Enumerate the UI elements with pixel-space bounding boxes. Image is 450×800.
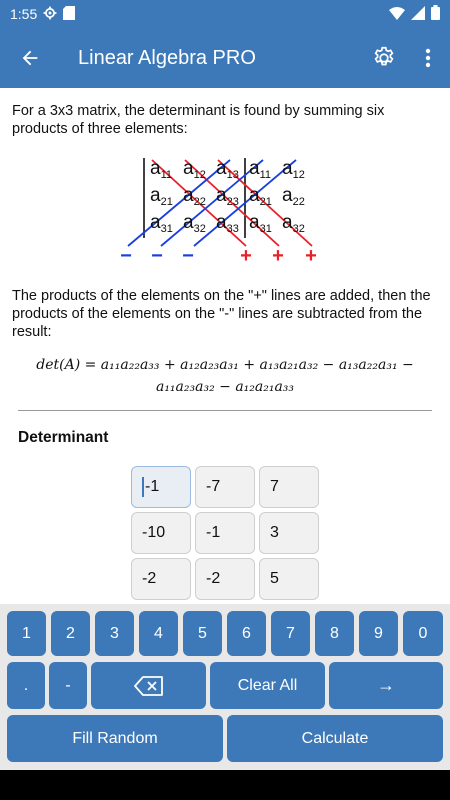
matrix-input-grid xyxy=(131,466,321,600)
fill-random-button[interactable]: Fill Random xyxy=(7,715,223,762)
content[interactable] xyxy=(0,88,450,600)
matrix-cell-1-3[interactable] xyxy=(259,466,319,508)
matrix-entry-32: $a_{32}$ xyxy=(282,212,305,235)
status-time: 1:55 xyxy=(10,6,38,22)
matrix-cell-1-2[interactable] xyxy=(195,466,255,508)
matrix-entry-23: $a_{23}$ xyxy=(216,185,239,208)
page-title: Linear Algebra PRO xyxy=(78,46,256,69)
text-caret xyxy=(142,477,144,497)
matrix-cell-value: 7 xyxy=(270,478,279,495)
signal-icon xyxy=(411,6,425,23)
matrix-entry-11: $a_{11}$ xyxy=(150,158,172,181)
key-minus[interactable]: - xyxy=(49,662,87,709)
matrix-entry-11: $a_{11}$ xyxy=(249,158,271,181)
matrix-entry-21: $a_{21}$ xyxy=(249,185,272,208)
matrix-cell-3-3[interactable] xyxy=(259,558,319,600)
matrix-entry-12: $a_{12}$ xyxy=(183,158,206,181)
matrix-cell-value: -10 xyxy=(142,524,166,541)
system-navigation-bar xyxy=(0,770,450,800)
matrix-cell-2-3[interactable] xyxy=(259,512,319,554)
minus-sign: − xyxy=(182,245,194,266)
minus-diagonal-line xyxy=(161,160,263,246)
key-0[interactable]: 0 xyxy=(403,611,443,656)
matrix-entry-13: $a_{13}$ xyxy=(216,158,239,181)
formula-line-1: det(A) = a₁₁a₂₂a₃₃ + a₁₂a₂₃a₃₁ + a₁₃a₂₁a₃₂ − a₁₃a₂₂a₃₁ − xyxy=(36,357,414,373)
battery-icon xyxy=(431,5,440,23)
next-button[interactable]: → xyxy=(329,662,443,709)
determinant-formula xyxy=(12,354,438,398)
matrix-cell-2-2[interactable] xyxy=(195,512,255,554)
minus-sign: − xyxy=(120,245,132,266)
key-8[interactable]: 8 xyxy=(315,611,354,656)
matrix-cell-1-1[interactable] xyxy=(131,466,191,508)
matrix-cell-2-1[interactable] xyxy=(131,512,191,554)
clear-all-button[interactable]: Clear All xyxy=(210,662,325,709)
matrix-entry-21: $a_{21}$ xyxy=(150,185,173,208)
back-button[interactable] xyxy=(0,28,60,88)
overflow-menu-button[interactable] xyxy=(406,28,450,88)
sarrus-rule-diagram xyxy=(110,154,330,266)
key-6[interactable]: 6 xyxy=(227,611,266,656)
matrix-entry-12: $a_{12}$ xyxy=(282,158,305,181)
calculate-button[interactable]: Calculate xyxy=(227,715,443,762)
matrix-cell-value: 3 xyxy=(270,524,279,541)
wifi-icon xyxy=(389,6,405,23)
matrix-cell-value: -2 xyxy=(142,570,157,587)
matrix-cell-value: -1 xyxy=(145,478,160,495)
status-bar xyxy=(0,0,450,28)
plus-sign: + xyxy=(240,245,252,266)
backspace-icon xyxy=(134,676,164,696)
gear-icon xyxy=(371,45,397,71)
matrix-cell-3-1[interactable] xyxy=(131,558,191,600)
matrix-cell-value: -2 xyxy=(206,570,221,587)
matrix-entry-22: $a_{22}$ xyxy=(282,185,305,208)
plus-sign: + xyxy=(272,245,284,266)
matrix-cell-value: 5 xyxy=(270,570,279,587)
key-2[interactable]: 2 xyxy=(51,611,90,656)
matrix-cell-value: -7 xyxy=(206,478,221,495)
divider xyxy=(18,410,432,411)
more-vert-icon xyxy=(425,48,431,68)
matrix-entry-32: $a_{32}$ xyxy=(183,212,206,235)
intro-text: For a 3x3 matrix, the determinant is found by summing six products of three elements: xyxy=(12,103,385,137)
key-1[interactable]: 1 xyxy=(7,611,46,656)
app-bar xyxy=(0,28,450,88)
key-4[interactable]: 4 xyxy=(139,611,178,656)
backspace-button[interactable] xyxy=(91,662,206,709)
numeric-keypad xyxy=(0,604,450,770)
formula-line-2: a₁₁a₂₃a₃₂ − a₁₂a₂₁a₃₃ xyxy=(155,379,295,395)
explain-text: The products of the elements on the "+" lines are added, then the products of the elements on the "-" lines are subtracted from the result: xyxy=(12,288,431,340)
minus-sign: − xyxy=(151,245,163,266)
plus-sign: + xyxy=(305,245,317,266)
matrix-cell-value: -1 xyxy=(206,524,221,541)
matrix-entry-31: $a_{31}$ xyxy=(249,212,272,235)
matrix-entry-33: $a_{33}$ xyxy=(216,212,239,235)
key-3[interactable]: 3 xyxy=(95,611,134,656)
section-title: Determinant xyxy=(18,429,109,446)
key-7[interactable]: 7 xyxy=(271,611,310,656)
matrix-entry-22: $a_{22}$ xyxy=(183,185,206,208)
matrix-cell-3-2[interactable] xyxy=(195,558,255,600)
key-dot[interactable]: . xyxy=(7,662,45,709)
sd-card-icon xyxy=(63,6,75,23)
settings-gear-status-icon xyxy=(43,6,57,23)
key-9[interactable]: 9 xyxy=(359,611,398,656)
matrix-entry-31: $a_{31}$ xyxy=(150,212,173,235)
key-5[interactable]: 5 xyxy=(183,611,222,656)
settings-button[interactable] xyxy=(362,28,406,88)
arrow-left-icon xyxy=(19,47,41,69)
